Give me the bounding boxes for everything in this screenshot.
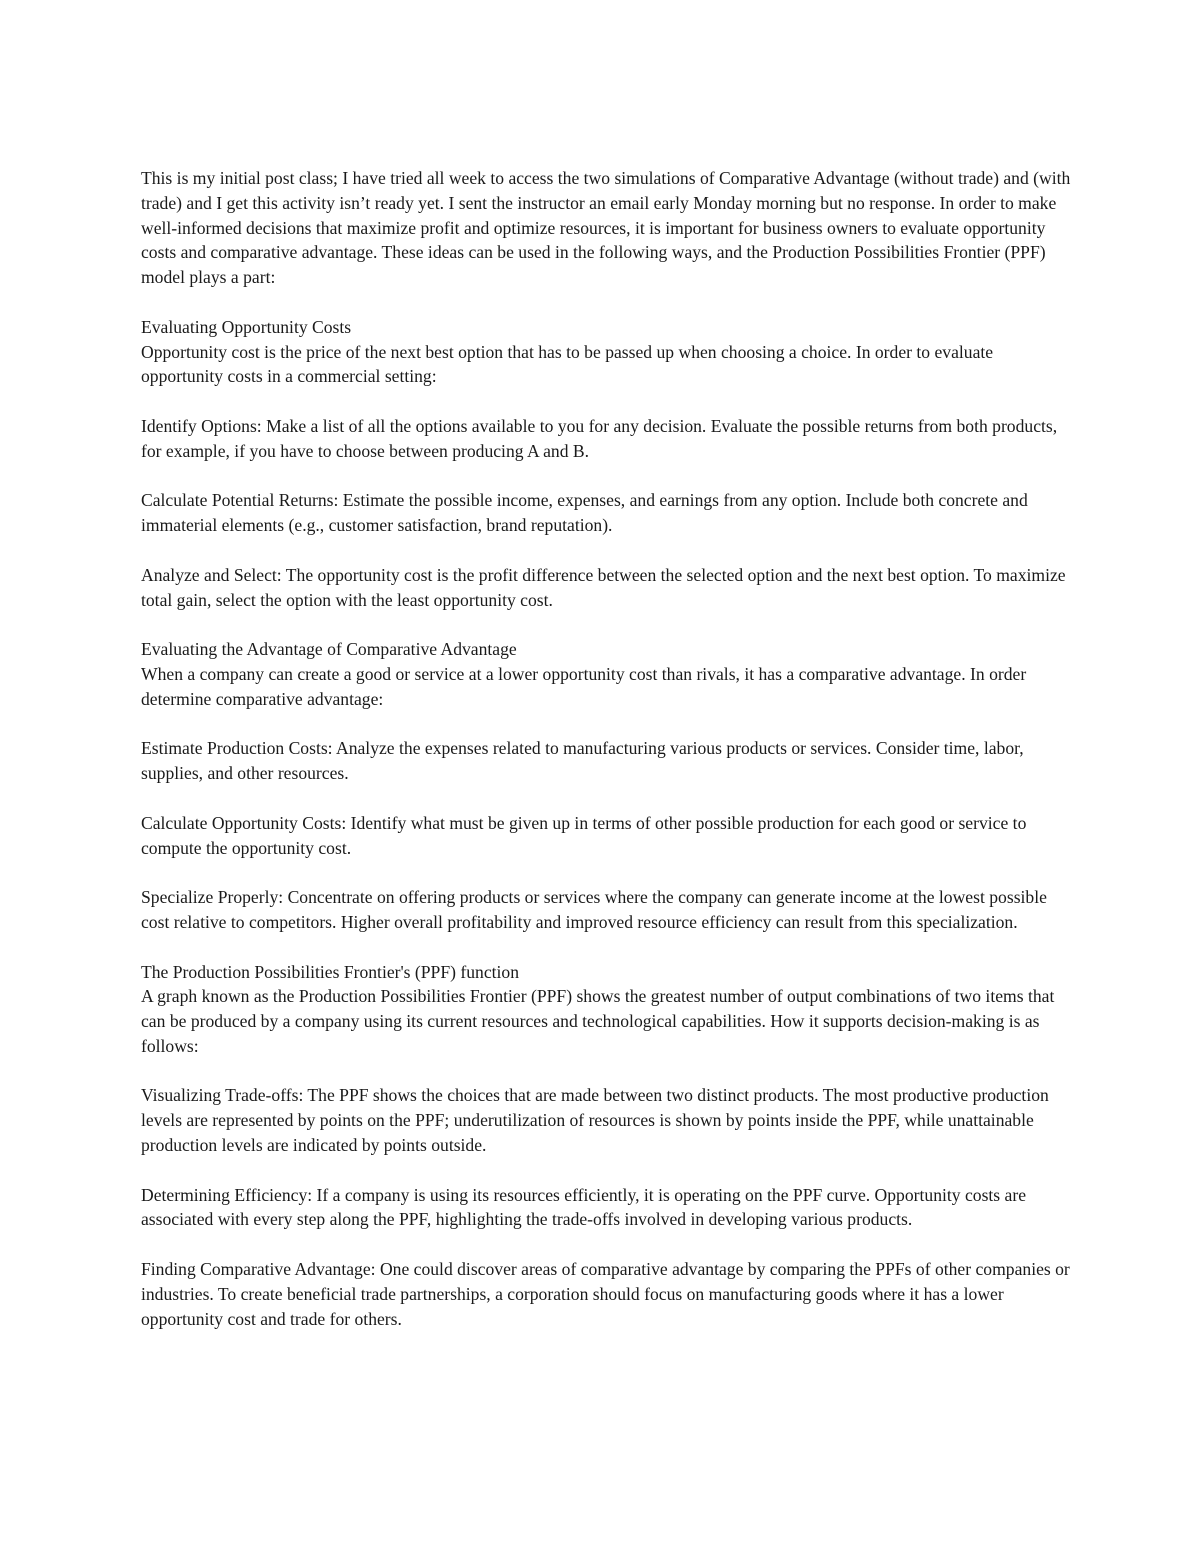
heading-opportunity-costs: Evaluating Opportunity Costs xyxy=(141,316,352,337)
estimate-costs-paragraph: Estimate Production Costs: Analyze the expenses related to manufacturing various products or services. Consider time, labor, supplies, and other resources. xyxy=(141,738,1024,784)
determining-efficiency-paragraph: Determining Efficiency: If a company is using its resources efficiently, it is operating on the PPF curve. Opportunity costs are associated with every step along the PPF, highlighting the trade-offs involved in developing various products. xyxy=(141,1184,1027,1230)
document-body xyxy=(141,166,1071,1356)
specialize-paragraph: Specialize Properly: Concentrate on offering products or services where the company can generate income at the lowest possible cost relative to competitors. Higher overall profitability and improved resource efficiency can result from this specialization. xyxy=(141,887,1047,932)
analyze-select-paragraph: Analyze and Select: The opportunity cost is the profit difference between the selected option and the next best option. To maximize total gain, select the option with the least opportunity cost. xyxy=(141,564,1066,610)
heading-ppf-function: The Production Possibilities Frontier's (PPF) function xyxy=(141,961,520,982)
comparative-advantage-definition: When a company can create a good or service at a lower opportunity cost than rivals, it has a comparative advantage. In order determine comparative advantage: xyxy=(141,663,1027,709)
ppf-definition: A graph known as the Production Possibilities Frontier (PPF) shows the greatest number of output combinations of two items that can be produced by a company using its current resources and technological capabilities. How it supports decision-making is as follows: xyxy=(141,986,1055,1056)
visualizing-tradeoffs-paragraph: Visualizing Trade-offs: The PPF shows the choices that are made between two distinct products. The most productive production levels are represented by points on the PPF; underutilization of resources is shown by points inside the PPF, while unattainable production levels are indicated by points outside. xyxy=(141,1085,1049,1156)
heading-comparative-advantage: Evaluating the Advantage of Comparative Advantage xyxy=(141,639,517,660)
finding-advantage-paragraph: Finding Comparative Advantage: One could discover areas of comparative advantage by comparing the PPFs of other companies or industries. To create beneficial trade partnerships, a corporation should focus on manufacturing goods where it has a lower opportunity cost and trade for others. xyxy=(141,1259,1070,1329)
calculate-opportunity-costs-paragraph: Calculate Opportunity Costs: Identify what must be given up in terms of other possible production for each good or service to compute the opportunity cost. xyxy=(141,812,1027,858)
calculate-returns-paragraph: Calculate Potential Returns: Estimate the possible income, expenses, and earnings from any option. Include both concrete and immaterial elements (e.g., customer satisfaction, brand reputation). xyxy=(141,490,1028,536)
identify-options-paragraph: Identify Options: Make a list of all the options available to you for any decision. Evaluate the possible returns from both products, for example, if you have to choose between producing A and B. xyxy=(141,415,1058,461)
intro-paragraph: This is my initial post class; I have tried all week to access the two simulations of Comparative Advantage (without trade) and (with trade) and I get this activity isn’t ready yet. I sent the instructor an email early Monday morning but no response. In order to make well-informed decisions that maximize profit and optimize resources, it is important for business owners to evaluate opportunity costs and comparative advantage. These ideas can be used in the following ways, and the Production Possibilities Frontier (PPF) model plays a part: xyxy=(141,168,1071,288)
opportunity-cost-definition: Opportunity cost is the price of the next best option that has to be passed up when choosing a choice. In order to evaluate opportunity costs in a commercial setting: xyxy=(141,341,994,387)
